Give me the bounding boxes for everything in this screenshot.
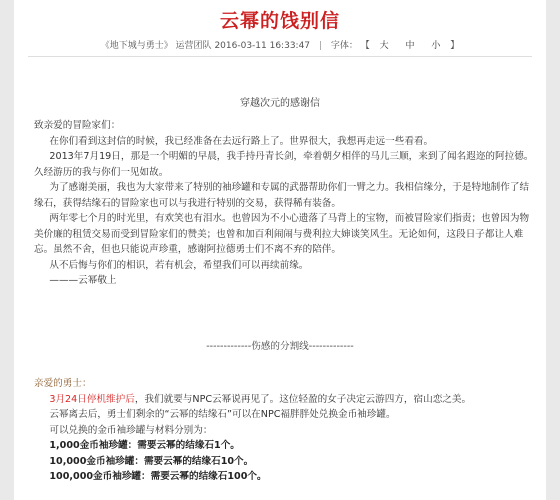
font-size-medium-button[interactable]: 中 (405, 41, 415, 51)
letter-paragraph: 两年零七个月的时光里，有欢笑也有泪水。也曾因为不小心遗落了马背上的宝物，而被冒险家们指责；也曾因为物美价廉的租赁交易而受到冒险家们的赞美；也曾和加百利闹闹与费利拉大婶谈笑风生。无论如何，这段日子都让人难忘。虽然不舍，但也只能说声珍重，感谢阿拉德勇士们不离不弃的陪伴。 (34, 213, 530, 255)
notice-line-text: ，我们就要与NPC云幂说再见了。这位轻盈的女子决定云游四方，宿山恋之美。 (134, 393, 472, 405)
font-size-large-button[interactable]: 大 (379, 41, 389, 51)
letter-paragraph: 在你们看到这封信的时候，我已经准备在去远行路上了。世界很大，我想再走远一些看看。 (49, 135, 434, 147)
article-title: 云幂的饯别信 (219, 10, 340, 32)
section-divider: -------------伤感的分割线------------- (206, 341, 354, 352)
letter-paragraph: 为了感谢美丽，我也为大家带来了特别的袖珍罐和专属的武器帮助你们一臂之力。我相信缘分，于是特地制作了结缘石，获得结缘石的冒险家也可以与我进行特别的交易，获得稀有装备。 (34, 182, 530, 209)
font-bracket-close: 】 (450, 41, 460, 51)
letter-salutation: 致亲爱的冒险家们： (34, 120, 121, 131)
exchange-item: 1,000金币袖珍罐：需要云幂的结缘石1个。 (49, 440, 240, 451)
font-size-label: 字体： (330, 41, 358, 51)
article-source: 《地下城与勇士》 运营团队 (100, 41, 212, 51)
exchange-item: 10,000金币袖珍罐：需要云幂的结缘石10个。 (49, 455, 254, 467)
notice-line: 可以兑换的金币袖珍罐与材料分别为： (49, 424, 213, 436)
font-size-small-button[interactable]: 小 (431, 41, 441, 51)
letter-title: 穿越次元的感谢信 (240, 98, 320, 109)
letter-paragraph: 2013年7月19日，那是一个明媚的早晨，我手持丹青长剑，牵着朝夕相伴的马儿三顺，来到了闻名遐迩的阿拉德。久经游历的我与你们一见如故。 (34, 151, 534, 178)
notice-greeting: 亲爱的勇士： (34, 378, 92, 389)
letter-signature: ———云幂敬上 (49, 275, 117, 286)
article-datetime: 2016-03-11 16:33:47 (214, 41, 311, 51)
maintenance-date: 3月24日停机维护后 (49, 393, 135, 405)
header-divider (28, 56, 532, 57)
font-bracket-open: 【 (360, 41, 370, 51)
exchange-item: 100,000金币袖珍罐：需要云幂的结缘石100个。 (49, 471, 267, 482)
notice-line: 云幂离去后，勇士们剩余的“云幂的结缘石”可以在NPC福胖胖处兑换金币袖珍罐。 (49, 409, 396, 420)
meta-separator: | (318, 41, 322, 51)
letter-body (34, 118, 536, 289)
article-meta (14, 38, 546, 51)
letter-paragraph: 从不后悔与你们的相识，若有机会，希望我们可以再续前缘。 (49, 259, 309, 271)
notice-line (34, 392, 536, 408)
notice-section (34, 376, 536, 485)
article-page (14, 0, 546, 500)
